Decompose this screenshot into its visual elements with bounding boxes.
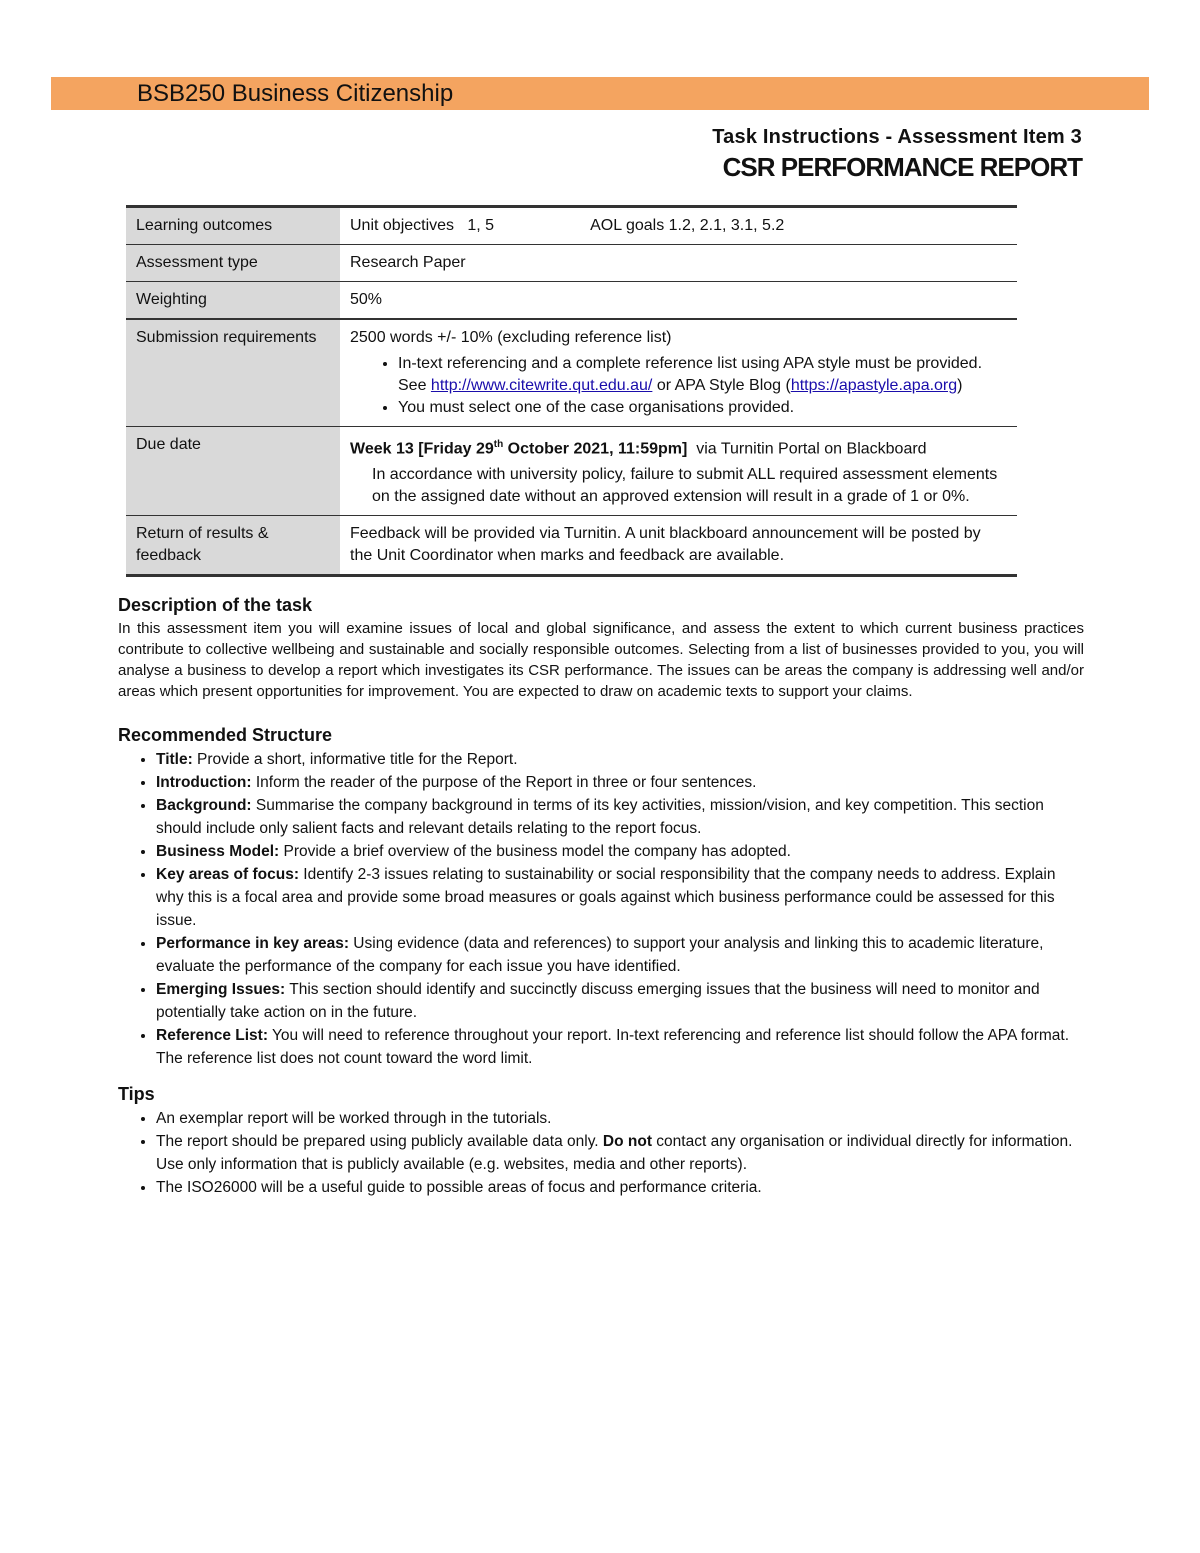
due-date-label: Due date — [126, 427, 340, 516]
late-policy: In accordance with university policy, failure to submit ALL required assessment elements on the assigned date without an approved extension will result in a grade of 1 or 0%. — [372, 466, 998, 506]
tip-text: An exemplar report will be worked through in the tutorials. — [156, 1110, 552, 1127]
word-count: 2500 words +/- 10% (excluding reference list) — [350, 329, 672, 346]
due-date-via: via Turnitin Portal on Blackboard — [687, 440, 927, 458]
description-section — [118, 595, 1084, 702]
table-row — [126, 282, 1017, 320]
item-term: Emerging Issues: — [156, 981, 286, 998]
list-item — [156, 1130, 1084, 1176]
table-row — [126, 427, 1017, 516]
submission-label: Submission requirements — [126, 319, 340, 427]
item-text: Provide a brief overview of the business model the company has adopted. — [279, 843, 791, 860]
learning-outcomes-value — [340, 207, 1017, 245]
tip-text: contact any organisation or individual directly for information. Use only information that is publicly available (e.g. websites, media and other reports). — [156, 1133, 1073, 1173]
list-item — [156, 840, 1084, 863]
item-text: Provide a short, informative title for the Report. — [192, 751, 518, 768]
list-item — [156, 932, 1084, 978]
due-date-bold: Week 13 [Friday 29 — [350, 440, 494, 458]
list-item — [156, 794, 1084, 840]
list-item — [156, 1024, 1084, 1070]
list-item — [156, 978, 1084, 1024]
close-paren: ) — [957, 377, 963, 394]
item-term: Reference List: — [156, 1027, 268, 1044]
list-item — [156, 748, 1084, 771]
item-term: Business Model: — [156, 843, 280, 860]
due-date-value — [340, 427, 1017, 516]
return-value: Feedback will be provided via Turnitin. A unit blackboard announcement will be posted by the Unit Coordinator when marks and feedback are available. — [350, 525, 981, 565]
due-date-sup: th — [493, 439, 504, 450]
list-item — [398, 353, 1007, 397]
due-date-bold-2: October 2021, 11:59pm] — [503, 440, 688, 458]
unit-objectives: Unit objectives 1, 5 — [350, 217, 495, 234]
item-term: Title: — [156, 751, 193, 768]
task-heading — [712, 124, 1082, 184]
item-text: You will need to reference throughout your report. In-text referencing and reference list should follow the APA format. The reference list does not count toward the word limit. — [156, 1027, 1069, 1067]
apastyle-link[interactable]: https://apastyle.apa.org — [790, 377, 958, 394]
item-text: Summarise the company background in terms of its key activities, mission/vision, and key competition. This section should include only salient facts and relevant details relating to the report focus. — [156, 797, 1044, 837]
learning-outcomes-label: Learning outcomes — [126, 207, 340, 245]
list-item — [398, 397, 1007, 419]
header-banner — [51, 77, 1149, 110]
item-text: This section should identify and succinctly discuss emerging issues that the business will need to monitor and potentially take action on in the future. — [156, 981, 1040, 1021]
weighting-value: 50% — [350, 291, 383, 308]
see-text: See — [398, 377, 427, 394]
referencing-text: In-text referencing and a complete reference list using APA style must be provided. — [398, 355, 983, 372]
description-heading: Description of the task — [118, 595, 313, 615]
table-row — [126, 319, 1017, 427]
return-label: Return of results & feedback — [126, 516, 340, 576]
table-row — [126, 245, 1017, 282]
item-term: Performance in key areas: — [156, 935, 349, 952]
tips-heading: Tips — [118, 1084, 155, 1104]
item-term: Key areas of focus: — [156, 866, 299, 883]
tip-emphasis: Do not — [602, 1133, 652, 1150]
unit-title: BSB250 Business Citizenship — [137, 80, 454, 107]
citewrite-link[interactable]: http://www.citewrite.qut.edu.au/ — [430, 377, 653, 394]
structure-section — [118, 725, 1084, 1070]
structure-list — [118, 748, 1084, 1070]
table-row — [126, 516, 1017, 576]
case-org-text: You must select one of the case organisations provided. — [398, 399, 795, 416]
list-item — [156, 1107, 1084, 1130]
submission-value — [340, 319, 1017, 427]
item-text: Identify 2-3 issues relating to sustainability or social responsibility that the company needs to address. Explain why this is a focal area and provide some broad measures or goals against which business performance could be assessed for this issue. — [156, 866, 1056, 929]
or-text: or APA Style Blog ( — [656, 377, 791, 394]
item-text: Using evidence (data and references) to support your analysis and linking this to academic literature, evaluate the performance of the company for each issue you have identified. — [156, 935, 1044, 975]
item-term: Introduction: — [156, 774, 252, 791]
item-text: Inform the reader of the purpose of the Report in three or four sentences. — [251, 774, 757, 791]
structure-heading: Recommended Structure — [118, 725, 333, 745]
assessment-type-value: Research Paper — [350, 254, 466, 271]
description-text: In this assessment item you will examine issues of local and global significance, and assess the extent to which current business practices contribute to collective wellbeing and sustainable and socially responsible outcomes. Selecting from a list of businesses provided to you, you will analyse a business to develop a report which investigates its CSR performance. The issues can be areas the company is addressing well and/or areas which present opportunities for improvement. You are expected to draw on academic texts to support your claims. — [118, 620, 1084, 700]
item-term: Background: — [156, 797, 252, 814]
tip-text: The report should be prepared using publicly available data only. — [156, 1133, 603, 1150]
report-title: CSR PERFORMANCE REPORT — [722, 152, 1082, 182]
assessment-info-table — [126, 205, 1017, 577]
weighting-label: Weighting — [126, 282, 340, 320]
submission-list — [350, 353, 1007, 419]
tip-text: The ISO26000 will be a useful guide to possible areas of focus and performance criteria. — [156, 1179, 762, 1196]
tips-list — [118, 1107, 1084, 1199]
list-item — [156, 1176, 1084, 1199]
list-item — [156, 863, 1084, 932]
tips-section — [118, 1084, 1084, 1199]
table-row — [126, 207, 1017, 245]
list-item — [156, 771, 1084, 794]
task-subtitle: Task Instructions - Assessment Item 3 — [712, 126, 1082, 148]
aol-goals: AOL goals 1.2, 2.1, 3.1, 5.2 — [590, 217, 785, 234]
assessment-type-label: Assessment type — [126, 245, 340, 282]
